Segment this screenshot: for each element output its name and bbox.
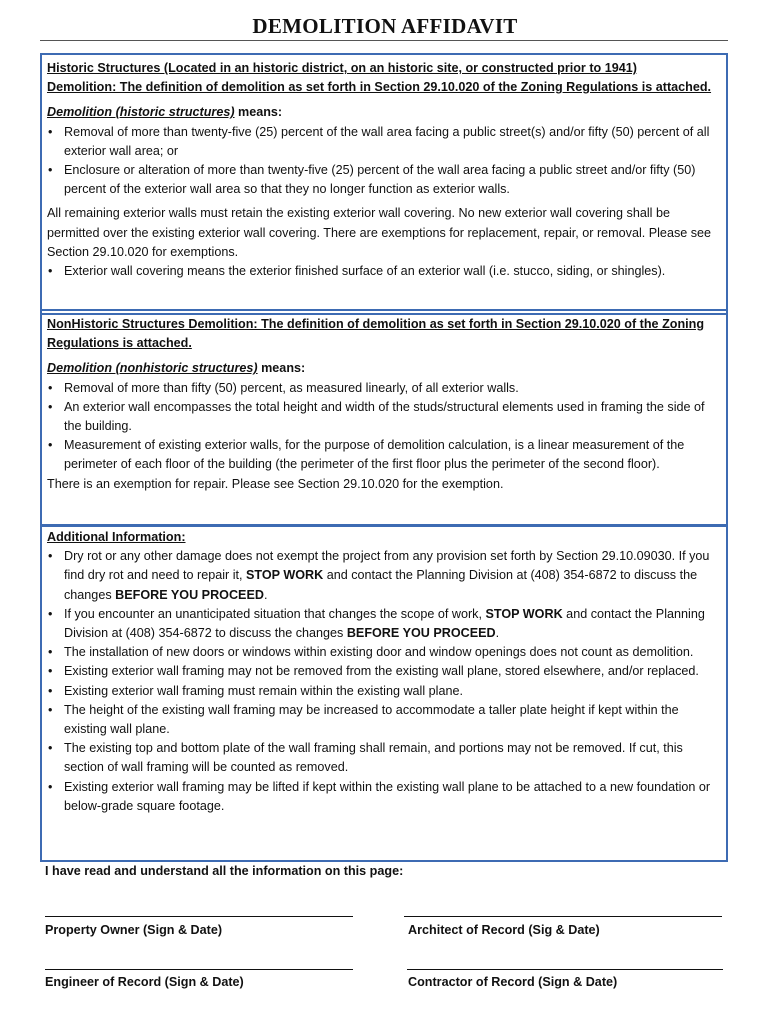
list-item: • Measurement of existing exterior walls, for the purpose of demolition calculation, is a linear measurement of the perimeter of each floor of the building (the perimeter of the first floor plus the perimeter of the second floor). <box>47 436 721 474</box>
stop-work-emphasis: STOP WORK <box>485 606 563 621</box>
list-item: • Existing exterior wall framing may be lifted if kept within the existing wall plane to be attached to a new foundation or below-grade square footage. <box>47 778 721 816</box>
historic-bullet-list <box>47 123 721 200</box>
nonhistoric-exemption: There is an exemption for repair. Please see Section 29.10.020 for the exemption. <box>47 476 504 491</box>
contractor-signature-label: Contractor of Record (Sign & Date) <box>408 975 618 989</box>
bullet-text: . <box>495 626 500 641</box>
list-item: • The existing top and bottom plate of the wall framing shall remain, and portions may not be removed. If cut, this section of wall framing will be counted as removed. <box>47 739 721 777</box>
list-item: • Removal of more than twenty-five (25) percent of the wall area facing a public street(s) and/or fifty (50) percent of all exterior wall area; or <box>47 123 721 161</box>
nonhistoric-subheading-term: Demolition (nonhistoric structures) <box>47 361 258 376</box>
list-item: • Enclosure or alteration of more than twenty-five (25) percent of the wall area facing a public street and/or fifty (50) percent of the exterior wall area so that they no longer function as exterior walls. <box>47 161 721 199</box>
title-divider <box>40 40 728 41</box>
historic-bullet-list-2 <box>47 262 721 281</box>
engineer-signature-line[interactable] <box>45 969 353 970</box>
stop-work-emphasis: STOP WORK <box>246 568 324 583</box>
nonhistoric-subheading-means: means: <box>257 361 306 376</box>
list-item: • Existing exterior wall framing may not be removed from the existing wall plane, stored elsewhere, and/or replaced. <box>47 662 721 681</box>
bullet-text: Dry rot or any other damage does not exempt the project from any provision set forth by Section 29.10.09030. If you find dry rot and need to repair it, <box>64 549 710 583</box>
list-item: • The height of the existing wall framing may be increased to accommodate a taller plate height if kept within the existing wall plane. <box>47 701 721 739</box>
historic-subheading <box>47 103 721 122</box>
nonhistoric-structures-section <box>40 309 728 527</box>
bullet-text: . <box>263 587 268 602</box>
architect-signature-label: Architect of Record (Sig & Date) <box>408 923 600 937</box>
list-item: • Existing exterior wall framing must remain within the existing wall plane. <box>47 682 721 701</box>
bullet-text: and contact the Planning Division at (408) 354-6872 to discuss the changes <box>64 568 698 602</box>
list-item: • Removal of more than fifty (50) percent, as measured linearly, of all exterior walls. <box>47 379 721 398</box>
additional-information-section <box>40 524 728 862</box>
engineer-signature-label: Engineer of Record (Sign & Date) <box>45 975 244 989</box>
nonhistoric-subheading <box>47 359 721 378</box>
before-you-proceed-emphasis: BEFORE YOU PROCEED <box>346 626 496 641</box>
historic-subheading-term: Demolition (historic structures) <box>47 105 235 120</box>
acknowledgement-statement: I have read and understand all the information on this page: <box>45 864 404 878</box>
nonhistoric-bullet-list <box>47 379 721 475</box>
additional-heading: Additional Information: <box>47 530 186 544</box>
owner-signature-line[interactable] <box>45 916 353 917</box>
list-item: • An exterior wall encompasses the total height and width of the studs/structural elements used in framing the side of the building. <box>47 398 721 436</box>
list-item: • The installation of new doors or windows within existing door and window openings does not count as demolition. <box>47 643 721 662</box>
architect-signature-line[interactable] <box>404 916 722 917</box>
contractor-signature-line[interactable] <box>407 969 723 970</box>
historic-heading-line-1: Historic Structures (Located in an historic district, on an historic site, or constructed prior to 1941) <box>47 61 637 75</box>
historic-subheading-means: means: <box>234 105 283 120</box>
list-item: • Exterior wall covering means the exterior finished surface of an exterior wall (i.e. stucco, siding, or shingles). <box>47 262 721 281</box>
historic-heading-line-2: Demolition: The definition of demolition as set forth in Section 29.10.020 of the Zoning Regulations is attached. <box>47 80 712 95</box>
list-item <box>47 605 721 643</box>
before-you-proceed-emphasis: BEFORE YOU PROCEED <box>115 587 264 602</box>
historic-structures-section <box>40 53 728 315</box>
owner-signature-label: Property Owner (Sign & Date) <box>45 923 223 937</box>
bullet-text: If you encounter an unanticipated situation that changes the scope of work, <box>64 606 486 621</box>
historic-paragraph: All remaining exterior walls must retain the existing exterior wall covering. No new exterior wall covering shall be permitted over the existing exterior wall covering. There are exemptions for replacement, repair, or removal. Please see Section 29.10.020 for exemptions. <box>47 206 712 259</box>
nonhistoric-heading: NonHistoric Structures Demolition: The definition of demolition as set forth in Section 29.10.020 of the Zoning Regulations is attached. <box>47 317 705 351</box>
additional-bullet-list <box>47 547 721 816</box>
list-item <box>47 547 721 605</box>
page-title: DEMOLITION AFFIDAVIT <box>252 14 518 38</box>
bullet-text: and contact the Planning Division at (408) 354-6872 to discuss the changes <box>64 606 705 641</box>
